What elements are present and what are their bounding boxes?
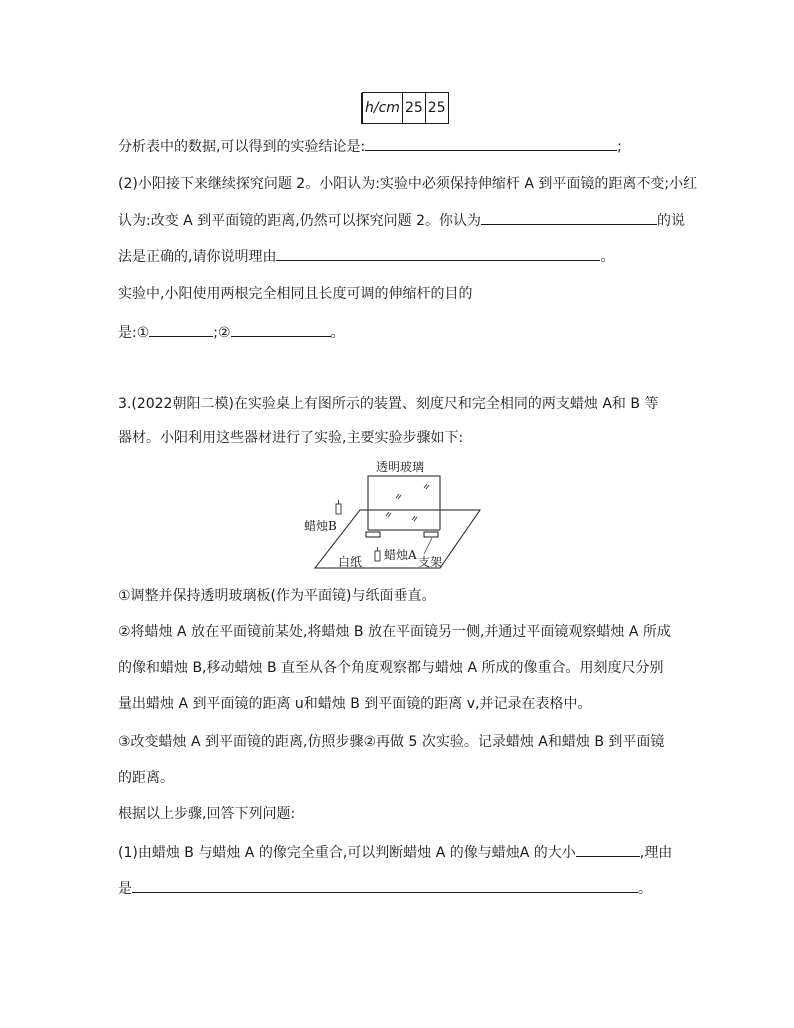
answer-blank[interactable] (132, 878, 638, 893)
answer-blank[interactable] (365, 136, 617, 151)
analysis-text: 分析表中的数据,可以得到的实验结论是: (118, 139, 366, 155)
label-candle-b: 蜡烛B (304, 519, 337, 533)
q2-line-3 (118, 246, 614, 267)
q3-1-line-1 (118, 842, 672, 863)
step-3-line-1: ③改变蜡烛 A 到平面镜的距离,仿照步骤②再做 5 次实验。记录蜡烛 A和蜡烛 B 到平面镜 (118, 734, 665, 750)
candle-b-icon (336, 504, 341, 514)
q2-line-1: (2)小阳接下来继续探究问题 2。小阳认为:实验中必须保持伸缩杆 A 到平面镜的距离不变;小红 (118, 176, 698, 192)
answer-blank[interactable] (149, 322, 213, 337)
q3-intro-line-2: 器材。小阳利用这些器材进行了实验,主要实验步骤如下: (118, 430, 464, 446)
stand-left (366, 532, 380, 537)
table-value-cell: 25 (402, 93, 425, 124)
step-2-line-1: ②将蜡烛 A 放在平面镜前某处,将蜡烛 B 放在平面镜另一侧,并通过平面镜观察蜡烛 A 所成 (118, 624, 671, 640)
label-stand: 支架 (418, 555, 443, 569)
punct: 。 (600, 249, 615, 265)
text: 认为:改变 A 到平面镜的距离,仍然可以探究问题 2。你认为 (118, 213, 482, 229)
text: ;② (213, 325, 231, 341)
data-table-fragment (361, 92, 449, 124)
table-value-cell: 25 (425, 93, 448, 124)
answer-blank[interactable] (481, 210, 657, 225)
purpose-line-2 (118, 322, 345, 343)
mirror-experiment-figure (300, 458, 500, 573)
text: 法是正确的,请你说明理由 (118, 249, 277, 265)
text: 是:① (118, 325, 150, 341)
answer-blank[interactable] (231, 322, 331, 337)
glass-plate (368, 476, 440, 530)
stand-leader-line (424, 538, 432, 554)
label-candle-a: 蜡烛A (384, 548, 417, 562)
step-2-line-3: 量出蜡烛 A 到平面镜的距离 u和蜡烛 B 到平面镜的距离 v,并记录在表格中。 (118, 696, 592, 712)
step-2-line-2: 的像和蜡烛 B,移动蜡烛 B 直至从各个角度观察都与蜡烛 A 所成的像重合。用刻度尺分别 (118, 660, 664, 676)
glass-reflection-marks (386, 484, 429, 521)
punct: 。 (638, 881, 652, 897)
table-row (362, 93, 449, 124)
analysis-line (118, 136, 622, 157)
table-header-cell: h/cm (363, 93, 403, 124)
label-glass: 透明玻璃 (376, 460, 425, 474)
text: 是 (118, 881, 132, 897)
answer-prompt: 根据以上步骤,回答下列问题: (118, 806, 296, 822)
q3-1-line-2 (118, 878, 652, 899)
q3-intro-line-1: 3.(2022朝阳二模)在实验桌上有图所示的装置、刻度尺和完全相同的两支蜡烛 A和 B 等 (118, 396, 659, 412)
step-3-line-2: 的距离。 (118, 770, 174, 786)
candle-a-icon (375, 551, 380, 561)
punct: 。 (330, 325, 345, 341)
punct: ; (617, 139, 622, 155)
text: 的说 (657, 213, 686, 229)
step-1: ①调整并保持透明玻璃板(作为平面镜)与纸面垂直。 (118, 588, 436, 604)
text: (1)由蜡烛 B 与蜡烛 A 的像完全重合,可以判断蜡烛 A 的像与蜡烛A 的大小 (118, 845, 576, 861)
purpose-line-1: 实验中,小阳使用两根完全相同且长度可调的伸缩杆的目的 (118, 286, 473, 302)
answer-blank[interactable] (276, 246, 600, 261)
stand-right (424, 532, 438, 537)
label-paper: 白纸 (338, 555, 363, 569)
answer-blank[interactable] (576, 842, 640, 857)
q2-line-2 (118, 210, 685, 231)
text: ,理由 (639, 845, 673, 861)
